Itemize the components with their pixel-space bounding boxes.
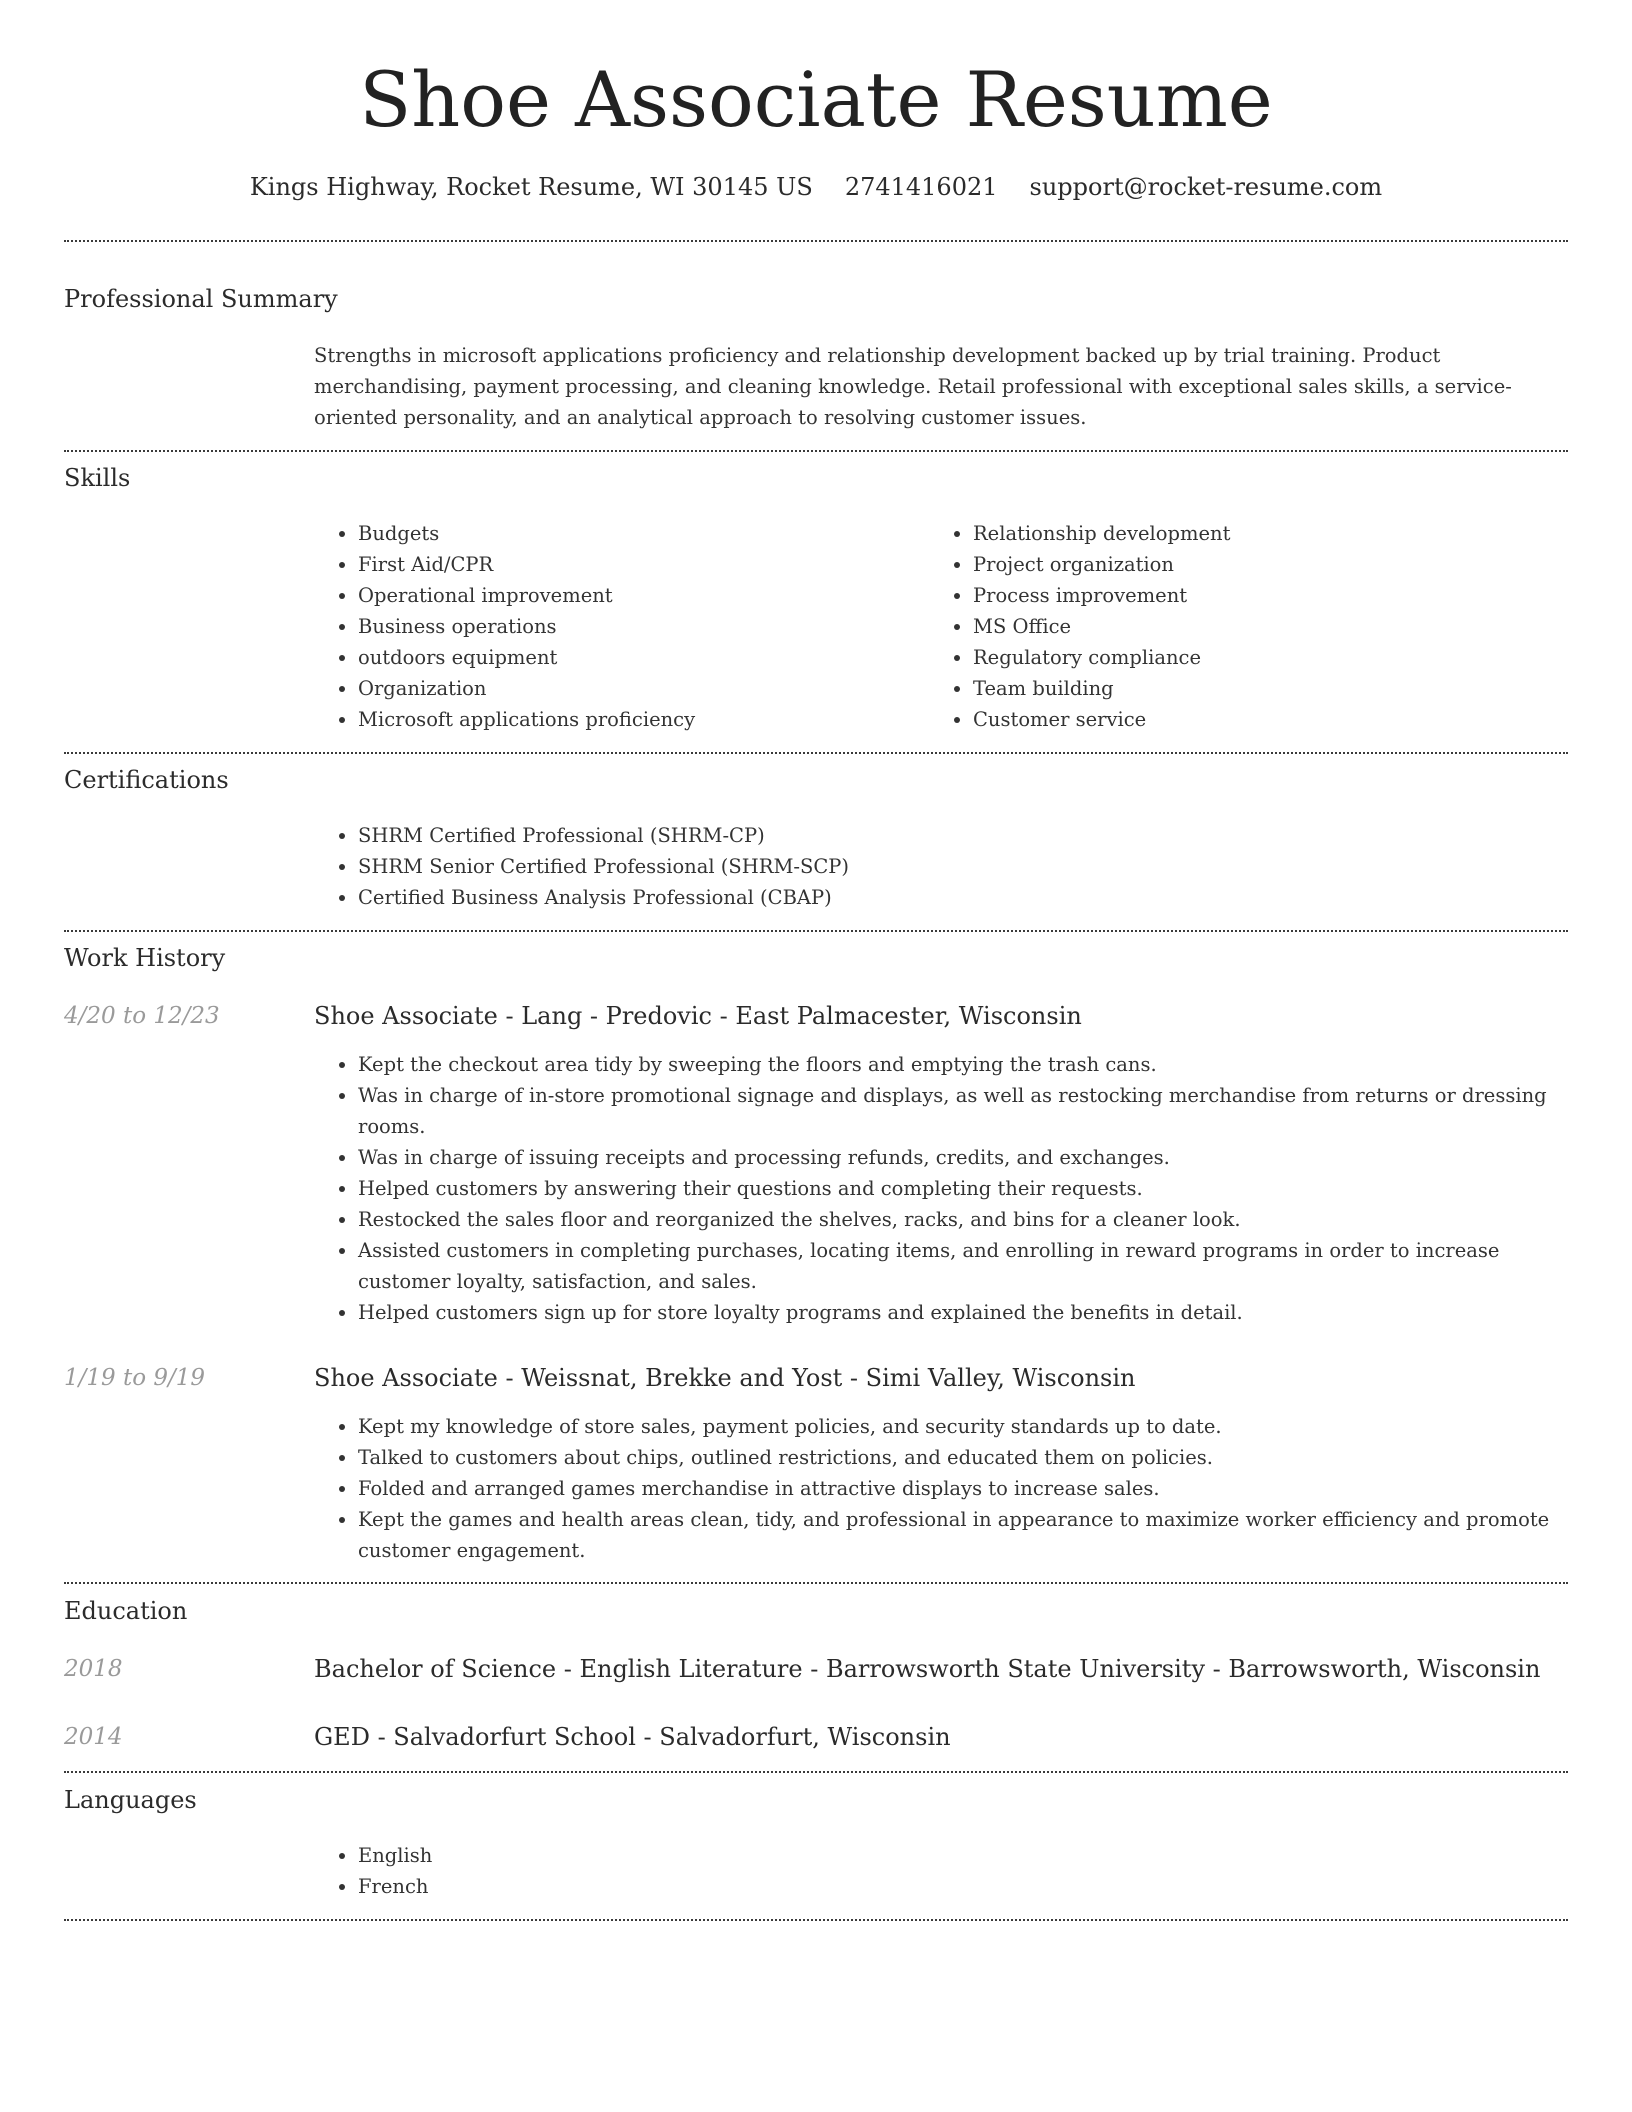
skill-item: • Process improvement bbox=[973, 580, 1573, 611]
certification-item: • Certified Business Analysis Professional (CBAP) bbox=[358, 882, 1558, 913]
section-divider bbox=[64, 930, 1568, 932]
skill-item: • Customer service bbox=[973, 704, 1573, 735]
skill-item: • Business operations bbox=[358, 611, 918, 642]
skill-item: • Microsoft applications proficiency bbox=[358, 704, 918, 735]
skill-item: • MS Office bbox=[973, 611, 1573, 642]
language-item: • French bbox=[358, 1871, 958, 1902]
job-heading: Shoe Associate - Weissnat, Brekke and Yost - Simi Valley, Wisconsin bbox=[314, 1364, 1136, 1392]
contact-address: Kings Highway, Rocket Resume, WI 30145 US bbox=[249, 173, 813, 201]
skill-item: • Relationship development bbox=[973, 518, 1573, 549]
job-bullet: • Assisted customers in completing purchases, locating items, and enrolling in reward programs in order to increase customer loyalty, satisfaction, and sales. bbox=[358, 1235, 1568, 1297]
resume-title: Shoe Associate Resume bbox=[359, 55, 1273, 144]
skill-item: • Organization bbox=[358, 673, 918, 704]
skill-item: • Project organization bbox=[973, 549, 1573, 580]
job-bullet: • Kept the games and health areas clean, tidy, and professional in appearance to maximize worker efficiency and promote customer engagement. bbox=[358, 1504, 1568, 1566]
job-dates: 1/19 to 9/19 bbox=[64, 1365, 206, 1391]
job-bullet: • Kept the checkout area tidy by sweeping the floors and emptying the trash cans. bbox=[358, 1049, 1568, 1080]
job-bullet: • Folded and arranged games merchandise in attractive displays to increase sales. bbox=[358, 1473, 1568, 1504]
skill-item: • Team building bbox=[973, 673, 1573, 704]
job-bullet: • Helped customers by answering their questions and completing their requests. bbox=[358, 1173, 1568, 1204]
contact-phone: 2741416021 bbox=[844, 173, 998, 201]
job-dates: 4/20 to 12/23 bbox=[64, 1003, 220, 1029]
education-year: 2014 bbox=[64, 1724, 123, 1750]
job-heading: Shoe Associate - Lang - Predovic - East Palmacester, Wisconsin bbox=[314, 1002, 1082, 1030]
skills-list-right bbox=[929, 518, 1573, 735]
job-bullets bbox=[314, 1049, 1568, 1328]
education-heading: Education bbox=[64, 1597, 188, 1625]
work-history-heading: Work History bbox=[64, 944, 226, 972]
skills-heading: Skills bbox=[64, 464, 131, 492]
skill-item: • Operational improvement bbox=[358, 580, 918, 611]
job-bullet: • Was in charge of issuing receipts and processing refunds, credits, and exchanges. bbox=[358, 1142, 1568, 1173]
job-bullet: • Kept my knowledge of store sales, payment policies, and security standards up to date. bbox=[358, 1411, 1568, 1442]
section-divider bbox=[64, 752, 1568, 754]
section-divider bbox=[64, 1582, 1568, 1584]
section-divider bbox=[64, 240, 1568, 242]
contact-line bbox=[64, 168, 1568, 206]
education-year: 2018 bbox=[64, 1656, 123, 1682]
languages-heading: Languages bbox=[64, 1786, 197, 1814]
contact-email: support@rocket-resume.com bbox=[1029, 173, 1383, 201]
skill-item: • outdoors equipment bbox=[358, 642, 918, 673]
section-divider bbox=[64, 1771, 1568, 1773]
skill-item: • Regulatory compliance bbox=[973, 642, 1573, 673]
job-bullet: • Talked to customers about chips, outlined restrictions, and educated them on policies. bbox=[358, 1442, 1568, 1473]
section-divider bbox=[64, 1919, 1568, 1921]
skills-list-left bbox=[314, 518, 918, 735]
summary-heading: Professional Summary bbox=[64, 285, 338, 313]
job-bullet: • Was in charge of in-store promotional signage and displays, as well as restocking merchandise from returns or dressing rooms. bbox=[358, 1080, 1568, 1142]
certification-item: • SHRM Senior Certified Professional (SHRM-SCP) bbox=[358, 851, 1558, 882]
certifications-heading: Certifications bbox=[64, 766, 229, 794]
education-entry: GED - Salvadorfurt School - Salvadorfurt, Wisconsin bbox=[314, 1723, 951, 1751]
summary-text: Strengths in microsoft applications proficiency and relationship development backed up by trial training. Product merchandising, payment processing, and cleaning knowledge. Retail professional with exceptional sales skills, a service-oriented personality, and an analytical approach to resolving customer issues. bbox=[314, 344, 1512, 429]
education-entry: Bachelor of Science - English Literature - Barrowsworth State University - Barrowsworth, Wisconsin bbox=[314, 1655, 1541, 1683]
language-item: • English bbox=[358, 1840, 958, 1871]
job-bullet: • Helped customers sign up for store loyalty programs and explained the benefits in detail. bbox=[358, 1297, 1568, 1328]
languages-list bbox=[314, 1840, 958, 1902]
job-bullet: • Restocked the sales floor and reorganized the shelves, racks, and bins for a cleaner look. bbox=[358, 1204, 1568, 1235]
skill-item: • First Aid/CPR bbox=[358, 549, 918, 580]
skill-item: • Budgets bbox=[358, 518, 918, 549]
job-bullets bbox=[314, 1411, 1568, 1566]
section-divider bbox=[64, 450, 1568, 452]
certifications-list bbox=[314, 820, 1558, 913]
certification-item: • SHRM Certified Professional (SHRM-CP) bbox=[358, 820, 1558, 851]
